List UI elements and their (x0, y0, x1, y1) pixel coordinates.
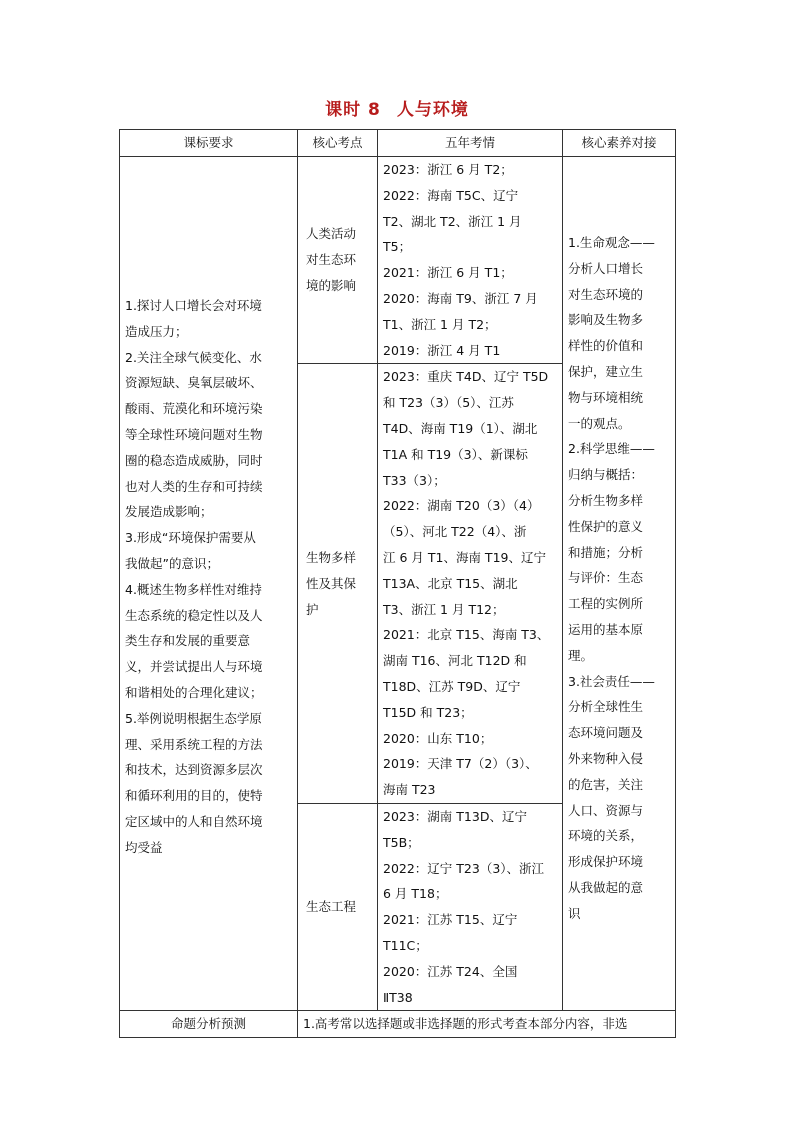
literacy-line: 一的观点。 (568, 415, 631, 431)
topic-name-line: 性及其保 (306, 575, 357, 591)
lesson-name: 人与环境 (396, 100, 469, 120)
exam-line: T5B； (383, 834, 420, 850)
topic-name-line: 人类活动 (306, 226, 357, 242)
exam-line: 湖南 T16、河北 T12D 和 (383, 653, 527, 669)
prediction-row (120, 1011, 676, 1038)
exam-line: 2020：海南 T9、浙江 7 月 (383, 290, 538, 306)
literacy-line: 1.生命观念—— (568, 235, 655, 250)
literacy-cell (563, 157, 676, 1011)
exam-line: 2019：浙江 4 月 T1 (383, 342, 501, 358)
prediction-text: 1.高考常以选择题或非选择题的形式考查本部分内容，非选 (298, 1011, 676, 1038)
literacy-line: 外来物种入侵 (568, 750, 644, 766)
exam-line: T4D、海南 T19（1）、湖北 (383, 420, 538, 436)
exam-line: T15D 和 T23； (383, 704, 473, 720)
exam-line: ⅡT38 (383, 989, 413, 1005)
literacy-line: 分析人口增长 (568, 260, 644, 276)
requirement-line: 造成压力； (125, 323, 188, 339)
topic-name-line: 境的影响 (306, 278, 357, 294)
table-header-row (120, 130, 676, 157)
exam-line: T1、浙江 1 月 T2； (383, 316, 497, 332)
exam-line: 海南 T23 (383, 782, 436, 798)
topic-ecological-engineering (298, 803, 378, 1010)
literacy-line: 性保护的意义 (568, 518, 644, 534)
requirements-cell (120, 157, 298, 1011)
literacy-line: 3.社会责任—— (568, 673, 655, 689)
exam-line: T3、浙江 1 月 T12； (383, 601, 505, 617)
exam-line: 2021：江苏 T15、辽宁 (383, 912, 518, 928)
literacy-line: 与评价：生态 (568, 570, 644, 586)
exam-line: 2020：江苏 T24、全国 (383, 963, 518, 979)
requirement-line: 定区域中的人和自然环境 (125, 813, 263, 829)
requirement-line: 理、采用系统工程的方法 (125, 736, 263, 752)
exam-line: T1A 和 T19（3）、新课标 (383, 446, 528, 462)
literacy-line: 物与环境相统 (568, 389, 644, 405)
literacy-line: 环境的关系， (568, 828, 644, 844)
literacy-line: 识 (568, 905, 581, 921)
exam-history-human-activity (378, 157, 563, 364)
exam-line: 6 月 T18； (383, 886, 448, 902)
literacy-line: 2.科学思维—— (568, 441, 655, 457)
header-core-literacy: 核心素养对接 (563, 130, 676, 157)
requirement-line: 5.举例说明根据生态学原 (125, 710, 262, 726)
literacy-line: 保护，建立生 (568, 363, 644, 379)
requirement-line: 义，并尝试提出人与环境 (125, 659, 263, 675)
literacy-line: 运用的基本原 (568, 621, 644, 637)
exam-line: T18D、江苏 T9D、辽宁 (383, 678, 521, 694)
exam-history-ecological-engineering (378, 803, 563, 1010)
exam-line: 2022：海南 T5C、辽宁 (383, 187, 519, 203)
topic-biodiversity (298, 364, 378, 804)
exam-line: 2021：浙江 6 月 T1； (383, 265, 513, 281)
requirement-line: 圈的稳态造成威胁，同时 (125, 452, 263, 468)
exam-line: T11C； (383, 937, 428, 953)
literacy-line: 的危害，关注 (568, 776, 644, 792)
exam-line: 2019：天津 T7（2）（3）、 (383, 756, 538, 772)
exam-line: 2021：北京 T15、海南 T3、 (383, 627, 550, 643)
topic-human-activity (298, 157, 378, 364)
exam-line: 2023：湖南 T13D、辽宁 (383, 808, 527, 824)
requirement-line: 也对人类的生存和可持续 (125, 478, 263, 494)
prediction-label: 命题分析预测 (120, 1011, 298, 1038)
requirement-line: 4.概述生物多样性对维持 (125, 581, 262, 597)
exam-line: 2022：辽宁 T23（3）、浙江 (383, 860, 545, 876)
header-exam-history: 五年考情 (378, 130, 563, 157)
literacy-line: 工程的实例所 (568, 596, 644, 612)
literacy-line: 从我做起的意 (568, 879, 644, 895)
requirement-line: 2.关注全球气候变化、水 (125, 349, 262, 365)
table-row (120, 157, 676, 364)
requirement-line: 3.形成“环境保护需要从 (125, 530, 256, 546)
requirement-line: 我做起”的意识； (125, 555, 219, 571)
requirement-line: 均受益 (125, 839, 163, 855)
exam-history-biodiversity (378, 364, 563, 804)
literacy-line: 样性的价值和 (568, 338, 644, 354)
exam-line: T2、湖北 T2、浙江 1 月 (383, 213, 522, 229)
requirement-line: 类生存和发展的重要意 (125, 633, 251, 649)
topic-name-line: 护 (306, 601, 319, 617)
topic-name-line: 对生态环 (306, 252, 357, 268)
requirement-line: 资源短缺、臭氧层破坏、 (125, 375, 263, 391)
requirement-line: 和谐相处的合理化建议； (125, 684, 263, 700)
literacy-line: 归纳与概括： (568, 467, 644, 483)
exam-line: 2022：湖南 T20（3）（4） (383, 498, 540, 514)
literacy-line: 和措施；分析 (568, 544, 644, 560)
requirement-line: 等全球性环境问题对生物 (125, 426, 263, 442)
lesson-number: 课时 8 (325, 100, 381, 120)
literacy-line: 对生态环境的 (568, 286, 644, 302)
header-core-topics: 核心考点 (298, 130, 378, 157)
topic-name-line: 生物多样 (306, 549, 357, 565)
page-title (0, 95, 794, 120)
literacy-line: 理。 (568, 647, 594, 663)
literacy-line: 影响及生物多 (568, 312, 644, 328)
literacy-line: 态环境问题及 (568, 725, 644, 741)
topic-name-line: 生态工程 (306, 899, 357, 915)
literacy-line: 分析生物多样 (568, 492, 644, 508)
requirement-line: 酸雨、荒漠化和环境污染 (125, 401, 263, 417)
exam-line: T33（3）； (383, 472, 446, 488)
requirement-line: 和技术，达到资源多层次 (125, 762, 263, 778)
literacy-line: 人口、资源与 (568, 802, 644, 818)
exam-line: 江 6 月 T1、海南 T19、辽宁 (383, 549, 546, 565)
curriculum-table (119, 129, 676, 1038)
requirement-line: 生态系统的稳定性以及人 (125, 607, 263, 623)
exam-line: 和 T23（3）（5）、江苏 (383, 395, 514, 411)
exam-line: 2023：浙江 6 月 T2； (383, 162, 513, 177)
exam-line: T5； (383, 239, 412, 255)
exam-line: T13A、北京 T15、湖北 (383, 575, 518, 591)
requirement-line: 1.探讨人口增长会对环境 (125, 298, 262, 313)
requirement-line: 和循环利用的目的，使特 (125, 788, 263, 804)
literacy-line: 分析全球性生 (568, 699, 644, 715)
header-requirements: 课标要求 (120, 130, 298, 157)
requirement-line: 发展造成影响； (125, 504, 213, 520)
literacy-line: 形成保护环境 (568, 854, 644, 870)
exam-line: 2023：重庆 T4D、辽宁 T5D (383, 369, 549, 385)
exam-line: 2020：山东 T10； (383, 730, 493, 746)
exam-line: （5）、河北 T22（4）、浙 (383, 524, 527, 540)
